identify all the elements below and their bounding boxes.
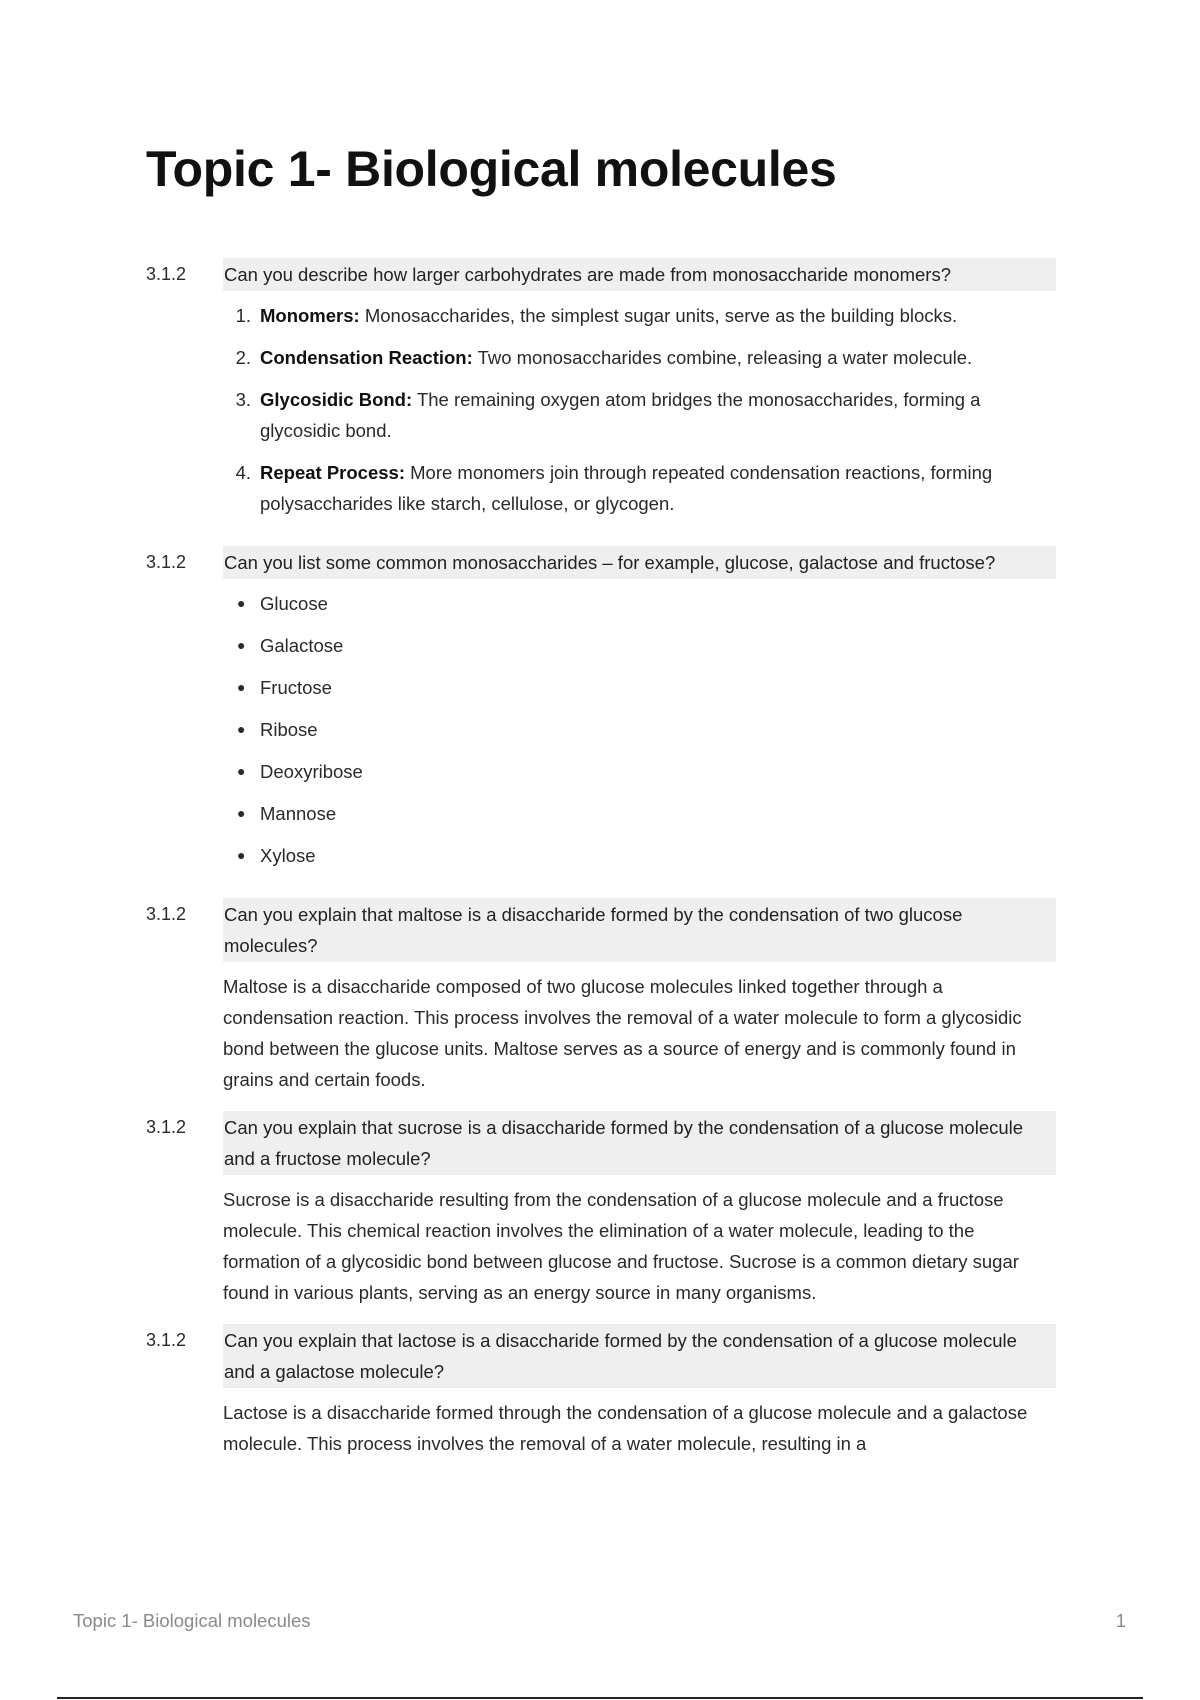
list-item <box>223 672 1056 703</box>
footer-title: Topic 1- Biological molecules <box>73 1610 311 1631</box>
list-item <box>223 342 1056 373</box>
term-description: More monomers join through repeated condensation reactions, forming polysaccharides like starch, cellulose, or glycogen. <box>260 462 993 514</box>
question-box: Can you list some common monosaccharides – for example, glucose, galactose and fructose? <box>223 546 1056 579</box>
list-item <box>223 714 1056 745</box>
term-description: The remaining oxygen atom bridges the monosaccharides, forming a glycosidic bond. <box>260 389 981 441</box>
bullet-icon: ● <box>237 721 246 737</box>
section-number: 3.1.2 <box>146 1330 187 1350</box>
list-number: 1. <box>235 305 251 326</box>
list-item <box>223 630 1056 661</box>
section-number: 3.1.2 <box>146 552 187 572</box>
list-item-text: Xylose <box>260 845 316 866</box>
list-item <box>223 384 1056 446</box>
bullet-icon: ● <box>237 595 246 611</box>
question-box: Can you explain that sucrose is a disaccharide formed by the condensation of a glucose molecule and a fructose molecule? <box>223 1111 1056 1175</box>
list-item <box>223 756 1056 787</box>
list-item-text: Deoxyribose <box>260 761 363 782</box>
question-box: Can you explain that lactose is a disaccharide formed by the condensation of a glucose molecule and a galactose molecule? <box>223 1324 1056 1388</box>
section-maltose <box>146 898 1056 1095</box>
list-item-text: Mannose <box>260 803 337 824</box>
bullet-list <box>223 588 1056 871</box>
document-body <box>146 258 1056 1475</box>
question-box: Can you explain that maltose is a disaccharide formed by the condensation of two glucose molecules? <box>223 898 1056 962</box>
list-number: 3. <box>235 389 251 410</box>
list-item-text: Ribose <box>260 719 318 740</box>
term-description: Monosaccharides, the simplest sugar units, serve as the building blocks. <box>359 305 958 326</box>
bullet-icon: ● <box>237 847 246 863</box>
term-label: Condensation Reaction: <box>260 347 473 368</box>
section-number: 3.1.2 <box>146 1117 187 1137</box>
page-title: Topic 1- Biological molecules <box>146 141 837 197</box>
bullet-icon: ● <box>237 679 246 695</box>
section-number: 3.1.2 <box>146 264 187 284</box>
term-label: Monomers: <box>260 305 360 326</box>
list-item <box>223 457 1056 519</box>
list-item-text: Galactose <box>260 635 344 656</box>
list-number: 4. <box>235 462 251 483</box>
section-sucrose <box>146 1111 1056 1308</box>
section-lactose <box>146 1324 1056 1459</box>
list-item <box>223 798 1056 829</box>
bullet-icon: ● <box>237 763 246 779</box>
question-box: Can you describe how larger carbohydrates are made from monosaccharide monomers? <box>223 258 1056 291</box>
page-number: 1 <box>1115 1610 1126 1631</box>
section-number: 3.1.2 <box>146 904 187 924</box>
list-item <box>223 300 1056 331</box>
answer-paragraph: Sucrose is a disaccharide resulting from the condensation of a glucose molecule and a fructose molecule. This chemical reaction involves the elimination of a water molecule, leading to the formation of a glycosidic bond between glucose and fructose. Sucrose is a common dietary sugar found in various plants, serving as an energy source in many organisms. <box>223 1189 1019 1303</box>
section-carbohydrate-formation <box>146 258 1056 530</box>
list-item <box>223 588 1056 619</box>
section-monosaccharides-list <box>146 546 1056 882</box>
footer-divider <box>57 1697 1143 1699</box>
list-number: 2. <box>235 347 251 368</box>
bullet-icon: ● <box>237 637 246 653</box>
answer-paragraph: Lactose is a disaccharide formed through the condensation of a glucose molecule and a galactose molecule. This process involves the removal of a water molecule, resulting in a <box>223 1402 1028 1454</box>
term-description: Two monosaccharides combine, releasing a water molecule. <box>472 347 973 368</box>
numbered-list <box>223 300 1056 519</box>
list-item <box>223 840 1056 871</box>
list-item-text: Glucose <box>260 593 328 614</box>
list-item-text: Fructose <box>260 677 332 698</box>
term-label: Glycosidic Bond: <box>260 389 413 410</box>
bullet-icon: ● <box>237 805 246 821</box>
answer-paragraph: Maltose is a disaccharide composed of two glucose molecules linked together through a condensation reaction. This process involves the removal of a water molecule to form a glycosidic bond between the glucose units. Maltose serves as a source of energy and is commonly found in grains and certain foods. <box>223 976 1022 1090</box>
term-label: Repeat Process: <box>260 462 405 483</box>
